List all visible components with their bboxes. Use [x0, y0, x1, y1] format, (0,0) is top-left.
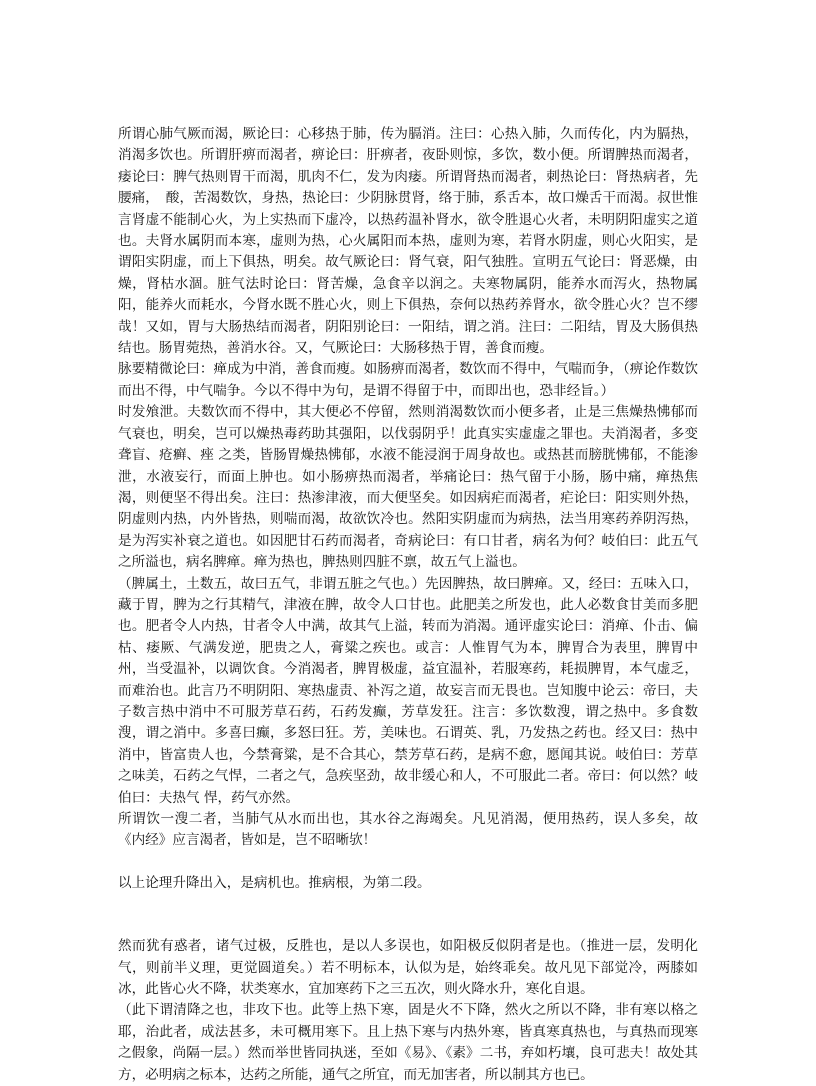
paragraph-2: 脉要精微论曰：瘅成为中消，善食而瘦。如肠痹而渴者，数饮而不得中，气喘而争，（痹论作数饮而出不得，中气喘争。今以不得中为句，是谓不得留于中，而即出也，恐非经旨。）: [118, 361, 698, 399]
paragraph-6: 然而犹有惑者，诸气过极，反胜也，是以人多误也，如阳极反似阴者是也。（推进一层，发明化气，则前半义理，更觉圆道矣。）若不明标本，认似为是，始终乖矣。故凡见下部觉冷，两膝如冰，此皆心火不降，状类寒水，宜加寒药下之三五次，则火降水升，寒化自退。: [118, 938, 698, 998]
section-summary: 以上论理升降出入，是病机也。推病根，为第二段。: [118, 874, 431, 891]
paragraph-1: 所谓心肺气厥而渴，厥论曰：心移热于肺，传为膈消。注曰：心热入肺，久而传化，内为膈热，消渴多饮也。所谓肝痹而渴者，痹论曰：肝痹者，夜卧则惊，多饮，数小便。所谓脾热而渴者，痿论曰：脾气热则胃干而渴，肌肉不仁，发为肉痿。所谓肾热而渴者，刺热论曰：肾热病者，先腰痛， 酸，苦渴数饮，身热，热论曰：少阴脉贯肾，络于肺，系舌本，故口燥舌干而渴。叔世惟言肾虚不能制心火，为上实热而下虚冷，以热药温补肾水，欲令胜退心火者，未明阴阳虚实之道也。夫肾水属阴而本寒，虚则为热，心火属阳而本热，虚则为寒，若肾水阴虚，则心火阳实，是谓阳实阴虚，而上下俱热，明矣。故气厥论曰：肾气衰，阳气独胜。宣明五气论曰：肾恶燥，由燥，肾枯水涸。脏气法时论曰：肾苦燥，急食辛以润之。夫寒物属阴，能养水而泻火，热物属阳，能养火而耗水，今肾水既不胜心火，则上下俱热，奈何以热药养肾水，欲令胜心火？岂不缪哉！又如，胃与大肠热结而渴者，阴阳别论曰：一阳结，谓之消。注曰：二阳结，胃及大肠俱热结也。肠胃菀热，善消水谷。又，气厥论曰：大肠移热于胃，善食而瘦。: [118, 126, 698, 357]
paragraph-5: 所谓饮一溲二者，当肺气从水而出也，其水谷之海竭矣。凡见消渴，便用热药，误人多矣，故《内经》应言渴者，皆如是，岂不昭晰欤！: [118, 811, 698, 849]
paragraph-4: （脾属土，土数五，故曰五气，非谓五脏之气也。）先因脾热，故曰脾瘅。又，经曰：五味入口，藏于胃，脾为之行其精气，津液在脾，故令人口甘也。此肥美之所发也，此人必数食甘美而多肥也。肥者令人内热，甘者令人中满，故其气上溢，转而为消渴。通评虚实论曰：消瘅、仆击、偏枯、痿厥、气满发逆，肥贵之人，膏粱之疾也。或言：人惟胃气为本，脾胃合为表里，脾胃中州，当受温补，以调饮食。今消渴者，脾胃极虚，益宜温补，若服寒药，耗损脾胃，本气虚乏，而难治也。此言乃不明阴阳、寒热虚责、补泻之道，故妄言而无畏也。岂知腹中论云：帝曰，夫子数言热中消中不可服芳草石药，石药发癫，芳草发狂。注言：多饮数溲，谓之热中。多食数溲，谓之消中。多喜曰癫，多怒曰狂。芳，美味也。石谓英、乳，乃发热之药也。经又曰：热中消中，皆富贵人也，今禁膏粱，是不合其心，禁芳草石药，是病不愈，愿闻其说。岐伯曰：芳草之味美，石药之气悍，二者之气，急疾坚劲，故非缓心和人，不可服此二者。帝曰：何以然？岐伯曰：夫热气 悍，药气亦然。: [118, 575, 698, 806]
paragraph-3: 时发飧泄。夫数饮而不得中，其大便必不停留，然则消渴数饮而小便多者，止是三焦燥热怫郁而气衰也，明矣，岂可以燥热毒药助其强阳，以伐弱阴乎！此真实实虚虚之罪也。夫消渴者，多变聋盲、疮癣、痤 之类，皆肠胃燥热怫郁，水液不能浸润于周身故也。或热甚而膀胱怫郁，不能渗泄，水液妄行，而面上肿也。如小肠痹热而渴者，举痛论曰：热气留于小肠，肠中痛，瘅热焦渴，则便坚不得出矣。注曰：热渗津液，而大便坚矣。如因病疟而渴者，疟论曰：阳实则外热，阴虚则内热，内外皆热，则喘而渴，故欲饮冷也。然阳实阴虚而为病热，法当用寒药养阴泻热，是为泻实补衰之道也。如因肥甘石药而渴者，奇病论曰：有口甘者，病名为何？岐伯曰：此五气之所溢也，病名脾瘅。瘅为热也，脾热则四脏不禀，故五气上溢也。: [118, 404, 698, 571]
paragraph-7: （此下谓清降之也，非攻下也。此等上热下寒，固是火不下降，然火之所以不降，非有寒以格之耶，治此者，成法甚多，未可概用寒下。且上热下寒与内热外寒，皆真寒真热也，与真热而现寒之假象，尚隔一层。）然而举世皆同执迷，至如《易》、《素》二书，弃如朽壤，良可悲夫！故处其方，必明病之标本，达药之所能，通气之所宜，而无加害者，所以制其方也已。: [118, 1002, 698, 1083]
paragraph-spacer: [118, 852, 698, 873]
document-page: [118, 124, 698, 1086]
section-spacer: [118, 894, 698, 936]
